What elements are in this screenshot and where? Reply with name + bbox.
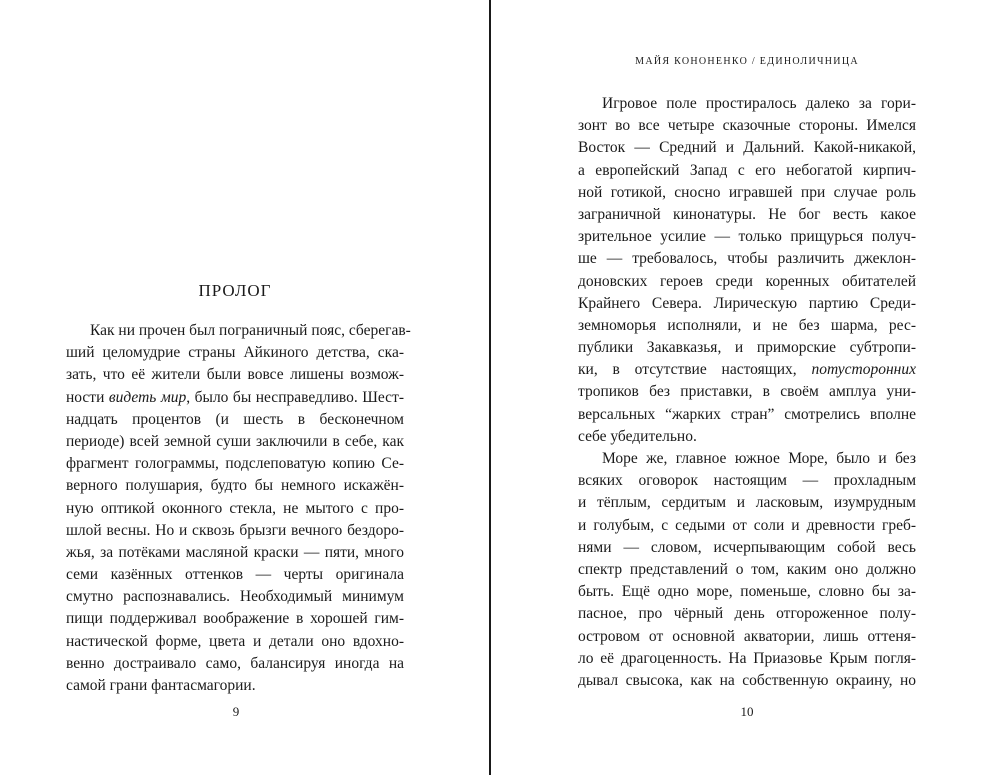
text-line: Восток — Средний и Дальний. Какой-никакой, — [578, 139, 916, 157]
text-line: доновских героев среди коренных обитателей — [578, 272, 916, 290]
text-line: настической форме, цвета и детали оно вдохно- — [66, 632, 404, 650]
text-line: ло её драгоценность. На Приазовье Крым погля- — [578, 649, 916, 667]
text-line: быть. Ещё одно море, поменьше, словно бы за- — [578, 583, 916, 601]
text-line: дывал свысока, как на собственную окраину, но — [578, 671, 916, 689]
text-line: ной готикой, сносно игравшей при случае роль — [578, 183, 916, 201]
text-line: версальных “жарких стран” смотрелись вполне — [578, 405, 916, 423]
text-line: а европейский Запад с его небогатой кирпич- — [578, 161, 916, 179]
left-page — [0, 0, 489, 775]
text-line: спектр представлений о том, каким оно должно — [578, 560, 916, 578]
text-line: фрагмент голограммы, подслеповатую копию Се- — [66, 455, 404, 473]
text-line: и голубым, с седыми от соли и древности греб- — [578, 516, 916, 534]
text-line: шлой весны. Но и сквозь брызги вечного бездоро- — [66, 521, 404, 539]
text-line: ную оптикой оконного стекла, не мытого с про- — [66, 499, 404, 517]
text-line: зонт во все четыре сказочные стороны. Имелся — [578, 117, 916, 135]
text-line: смутно распознавались. Необходимый минимум — [66, 588, 404, 606]
text-line: ности видеть мир, было бы несправедливо. Шест- — [66, 388, 405, 406]
text-line: ки, в отсутствие настоящих, потусторонних — [578, 361, 916, 379]
text-line: семи казённых оттенков — черты оригинала — [66, 566, 404, 584]
text-line: зрительное усилие — только прищурься получ- — [578, 228, 916, 246]
text-line: Море же, главное южное Море, было и без — [602, 450, 916, 467]
text-line: земноморья исполняли, и не без шарма, рес- — [578, 316, 916, 334]
text-line: жья, за потёками масляной краски — пяти, много — [66, 543, 404, 561]
text-line: Крайнего Севера. Лирическую партию Среди- — [578, 294, 916, 312]
page-number: 10 — [740, 704, 754, 719]
text-line: ше — требовалось, чтобы различить джеклон- — [578, 250, 916, 268]
text-line: пищи поддерживал воображение в хорошей гим- — [66, 610, 404, 628]
text-line: ший целомудрие страны Айкиного детства, ска- — [66, 344, 404, 362]
text-line: пасное, про чёрный день отгороженное полу- — [578, 605, 916, 623]
text-line: зать, что её жители были вовсе лишены возмож- — [66, 366, 404, 384]
body-text — [578, 93, 916, 692]
chapter-title: ПРОЛОГ — [198, 281, 272, 300]
text-line: всяких оговорок настоящим — прохладным — [578, 472, 916, 490]
text-line: заграничной кинонатуры. Не бог весть какое — [578, 205, 916, 223]
text-line: Как ни прочен был пограничный пояс, сберегав- — [90, 322, 411, 339]
emphasis-text: потусторонних — [811, 361, 916, 379]
text-line: нями — словом, исчерпывающим собой весь — [578, 538, 916, 556]
text-line: тропиков без приставки, в своём амплуа уни- — [578, 383, 916, 401]
right-page — [491, 0, 981, 775]
running-header: МАЙЯ КОНОНЕНКО / ЕДИНОЛИЧНИЦА — [635, 56, 859, 67]
text-line: верного полушария, будто бы немного искажён- — [66, 477, 404, 495]
text-line: венно достраивало само, балансируя иногда на — [66, 654, 404, 672]
page-number: 9 — [232, 704, 240, 719]
text-line: надцать процентов (и шесть в бесконечном — [66, 410, 404, 428]
text-line: публики Закавказья, и приморские субтропи- — [578, 339, 916, 357]
emphasis-text: видеть мир — [108, 388, 187, 406]
text-line: островом от основной акватории, лишь оттеня- — [578, 627, 916, 645]
text-line: самой грани фантасмагории. — [66, 677, 256, 694]
text-line: периоде) всей земной суши заключили в себе, как — [66, 432, 404, 450]
text-line: Игровое поле простиралось далеко за гори- — [602, 95, 916, 112]
prologue-paragraph — [66, 320, 411, 697]
text-line: и тёплым, сердитым и ласковым, изумрудным — [578, 494, 916, 512]
text-line: себе убедительно. — [578, 427, 697, 445]
